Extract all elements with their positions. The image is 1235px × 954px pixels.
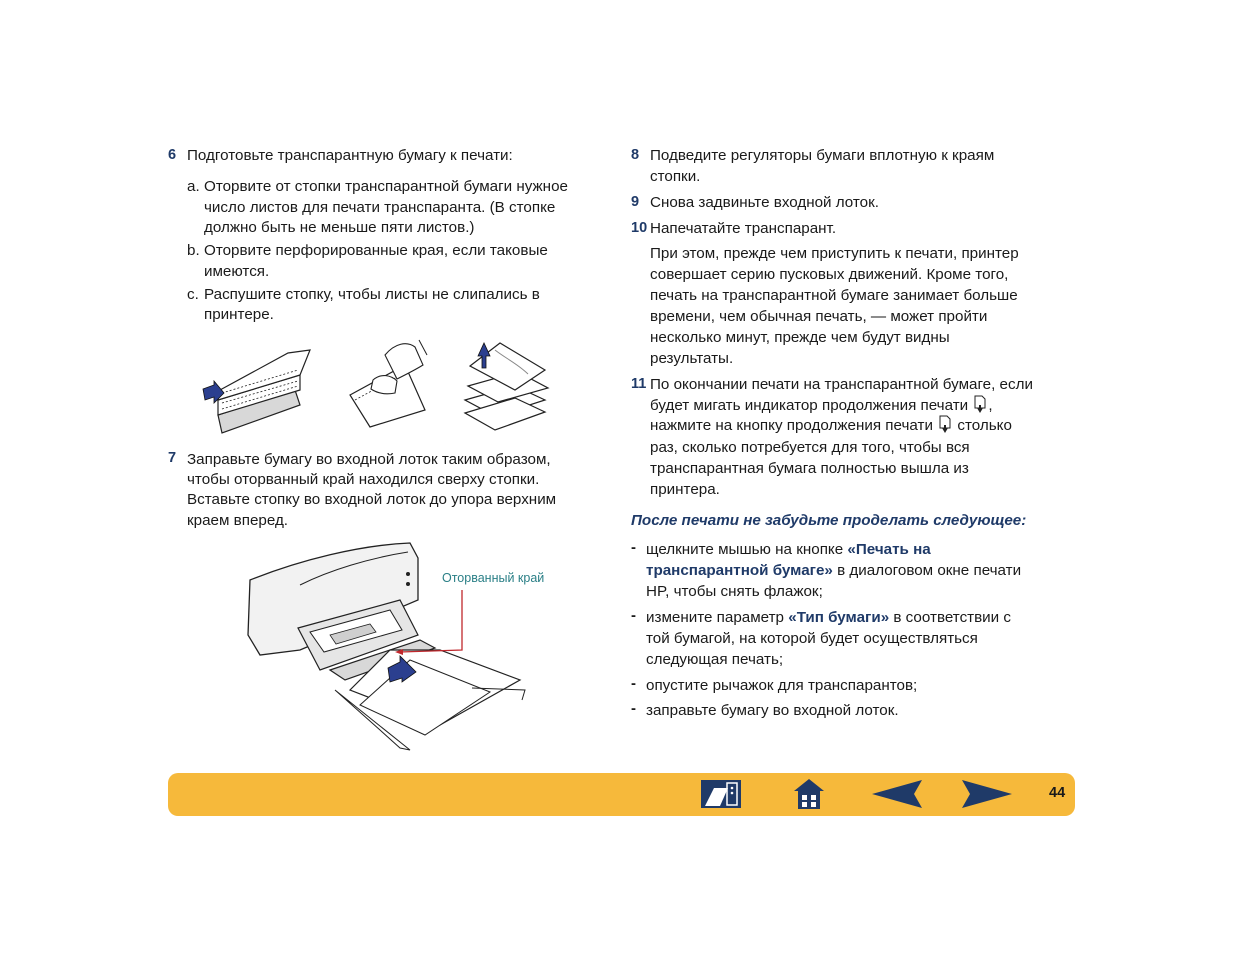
tearing-edges-illustration (345, 335, 435, 430)
step-9-text: Снова задвиньте входной лоток. (650, 194, 879, 211)
bullet-2-post: в соответствии с (893, 609, 1011, 626)
item-b-line-2: имеются. (204, 263, 270, 280)
step-10-para-1: При этом, прежде чем приступить к печати, принтер (650, 245, 1019, 262)
bullet-1-line-2 (646, 560, 1021, 581)
step-10-para-2: совершает серию пусковых движений. Кроме того, (650, 266, 1009, 283)
step-11-line-5: транспарантная бумага полностью вышла из (650, 460, 969, 477)
step-10-number: 10 (631, 220, 648, 236)
bullet-3-text: опустите рычажок для транспарантов; (646, 677, 918, 694)
step-8-line-1: Подведите регуляторы бумаги вплотную к краям (650, 147, 995, 164)
bullet-2-line-1 (646, 607, 1011, 628)
step-11-number: 11 (631, 376, 647, 392)
bullet-2-line-2: той бумагой, на которой будет осуществляться (646, 630, 978, 647)
step-10-para-5: несколько минут, прежде чем будут видны (650, 329, 950, 346)
page-number: 44 (1049, 785, 1066, 801)
step-7-number: 7 (168, 450, 177, 466)
previous-arrow-icon[interactable] (870, 778, 924, 810)
step-11-line-3a: нажмите на кнопку продолжения печати (650, 417, 933, 434)
bullet-1-pre: щелкните мышью на кнопке (646, 541, 844, 558)
item-a-line-2: число листов для печати транспаранта. (В стопке (204, 199, 556, 216)
bullet-4-text: заправьте бумагу во входной лоток. (646, 702, 899, 719)
step-11-line-2b: , (988, 397, 993, 414)
step-11-line-3 (650, 415, 1012, 436)
step-8-number: 8 (631, 147, 640, 163)
step-10-para-3: печать на транспарантной бумаге занимает больше (650, 287, 1018, 304)
bullet-3-dash: - (631, 675, 636, 692)
step-11-line-2 (650, 395, 993, 416)
item-c-line-1: Распушите стопку, чтобы листы не слипались в (204, 286, 540, 303)
printer-icon[interactable] (700, 779, 742, 809)
item-c-line-2: принтере. (204, 306, 274, 323)
step-11-line-2a: будет мигать индикатор продолжения печати (650, 397, 969, 414)
torn-edge-callout: Оторванный край (442, 571, 545, 585)
step-11-line-1: По окончании печати на транспарантной бумаге, если (650, 376, 1033, 393)
bullet-1-line-1 (646, 539, 931, 560)
bullet-2-pre: измените параметр (646, 609, 785, 626)
bullet-1-line-3: HP, чтобы снять флажок; (646, 583, 823, 600)
resume-indicator-icon (974, 395, 986, 414)
item-b-line-1: Оторвите перфорированные края, если таковые (204, 242, 548, 259)
item-a-marker: a. (187, 178, 200, 195)
step-11-line-4: раз, сколько потребуется для того, чтобы вся (650, 439, 970, 456)
bullet-4-dash: - (631, 700, 636, 717)
step-7-line-3: Вставьте стопку во входной лоток до упора верхним (187, 491, 557, 508)
step-10-para-4: времени, чем обычная печать, — может пройти (650, 308, 988, 325)
bullet-2-dash: - (631, 607, 636, 624)
navigation-bar (168, 773, 1075, 816)
resume-button-icon (939, 415, 951, 434)
transparency-print-option-link[interactable]: «Печать на (847, 541, 931, 558)
home-icon[interactable] (792, 777, 826, 811)
paper-type-option-link[interactable]: «Тип бумаги» (788, 609, 890, 626)
bullet-1-dash: - (631, 539, 636, 556)
step-7-line-1: Заправьте бумагу во входной лоток таким образом, (187, 451, 551, 468)
fanning-stack-illustration (460, 338, 555, 433)
bullet-2-line-3: следующая печать; (646, 651, 784, 668)
step-10-para-6: результаты. (650, 350, 734, 367)
step-10-text: Напечатайте транспарант. (650, 220, 837, 237)
transparency-print-option-link-cont[interactable]: транспарантной бумаге» (646, 562, 833, 579)
next-arrow-icon[interactable] (960, 778, 1014, 810)
step-11-line-6: принтера. (650, 481, 720, 498)
after-printing-heading: После печати не забудьте проделать следующее: (631, 512, 1027, 529)
item-b-marker: b. (187, 242, 200, 259)
step-11-line-3b: столько (957, 417, 1012, 434)
item-a-line-3: должно быть не меньше пяти листов.) (204, 219, 475, 236)
item-c-marker: c. (187, 286, 199, 303)
step-8-line-2: стопки. (650, 168, 701, 185)
item-a-line-1: Оторвите от стопки транспарантной бумаги нужное (204, 178, 568, 195)
step-9-number: 9 (631, 194, 640, 210)
step-7-line-2: чтобы оторванный край находился сверху стопки. (187, 471, 540, 488)
step-7-line-4: краем вперед. (187, 512, 289, 529)
step-6-text: Подготовьте транспарантную бумагу к печати: (187, 147, 513, 164)
step-6-number: 6 (168, 147, 177, 163)
bullet-1-post: в диалоговом окне печати (837, 562, 1022, 579)
paper-stack-illustration (200, 345, 315, 440)
